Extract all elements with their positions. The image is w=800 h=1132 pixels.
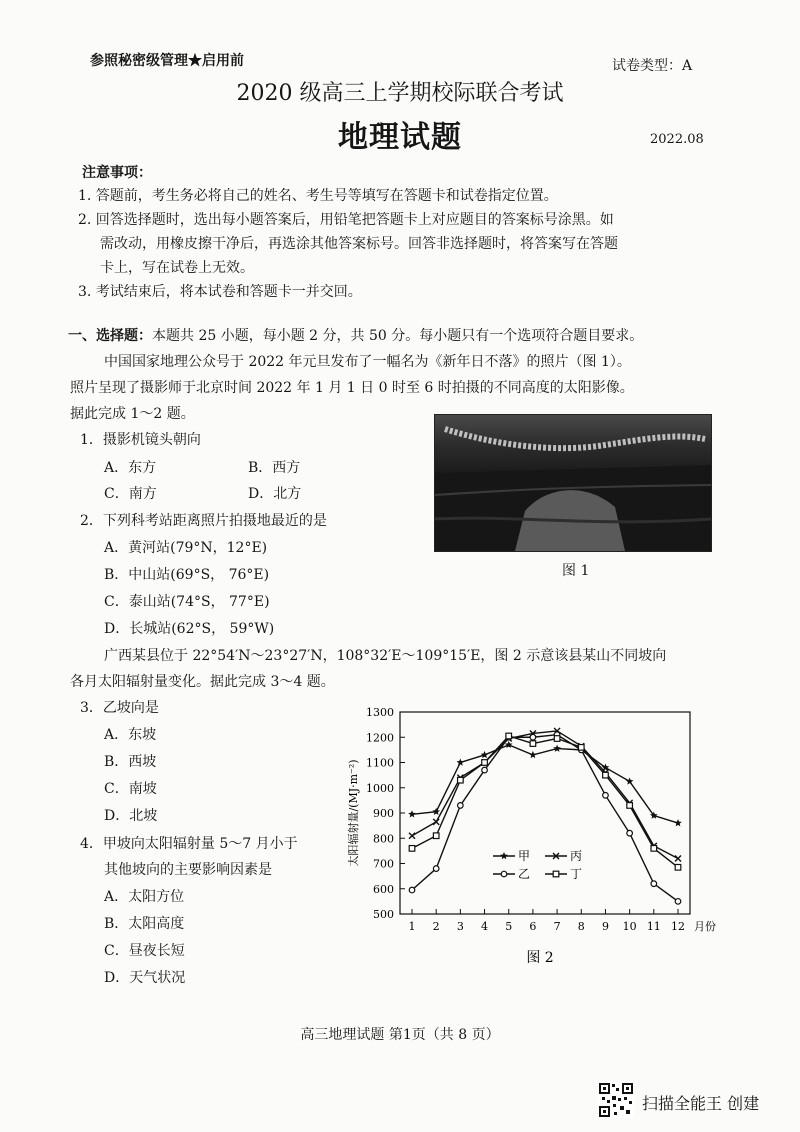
chart-point <box>578 745 584 751</box>
chart-y-tick-label: 500 <box>373 908 394 921</box>
q2-option-d: D．长城站(62°S， 59°W) <box>104 621 275 637</box>
intro2-line-1: 广西某县位于 22°54′N～23°27′N，108°32′E～109°15′E，图 2 示意该县某山不同坡向 <box>104 648 667 664</box>
chart-y-tick-label: 700 <box>373 857 394 871</box>
chart-title: 图 2 <box>526 950 554 966</box>
page-title: 地理试题 <box>338 120 462 155</box>
chart-point <box>674 819 682 826</box>
page-footer: 高三地理试题 第1页（共 8 页） <box>300 1027 500 1043</box>
chart-x-tick-label: 9 <box>601 920 609 933</box>
chart-series-2 <box>409 728 681 862</box>
chart-series-3 <box>409 732 681 904</box>
q1-option-b: B．西方 <box>248 460 301 476</box>
section-heading-label: 一、选择题： <box>68 328 152 344</box>
notice-line-4: 卡上，写在试卷上无效。 <box>100 260 254 276</box>
chart-point <box>433 866 439 872</box>
intro-line-2: 照片呈现了摄影师于北京时间 2022 年 1 月 1 日 0 时至 6 时拍摄的不同高度的太阳影像。 <box>70 380 634 396</box>
chart-legend-entry <box>545 867 582 881</box>
chart-series-4 <box>409 733 681 870</box>
chart-point <box>675 899 681 905</box>
chart-frame <box>400 712 690 914</box>
chart-x-tick-label: 3 <box>456 920 464 933</box>
section-heading <box>68 326 643 346</box>
chart-point <box>627 803 633 809</box>
chart-point <box>409 833 415 839</box>
chart-point <box>603 772 609 778</box>
chart-y-tick-label: 1000 <box>366 781 394 795</box>
chart-point <box>457 759 465 766</box>
chart-point <box>675 864 681 870</box>
notice-line-3: 需改动，用橡皮擦干净后，再选涂其他答案标号。回答非选择题时，将答案写在答题 <box>100 236 618 252</box>
chart-legend-label: 丁 <box>570 867 583 881</box>
q3-stem: 3．乙坡向是 <box>80 700 159 716</box>
q1-option-c: C．南方 <box>104 486 157 502</box>
chart-point <box>651 881 657 887</box>
chart-point <box>433 819 439 825</box>
chart-x-tick-label: 8 <box>577 920 585 933</box>
chart-x-tick-label: 1 <box>408 920 416 933</box>
chart-x-tick-label: 2 <box>432 920 440 933</box>
qr-code-icon <box>598 1082 634 1118</box>
midnight-sun-photo-illustration <box>435 415 711 551</box>
chart-point <box>409 846 415 852</box>
intro-line-1: 中国国家地理公众号于 2022 年元旦发布了一幅名为《新年日不落》的照片（图 1）。 <box>104 354 631 370</box>
chart-legend-label: 甲 <box>518 849 531 863</box>
exam-subtitle: 2020 级高三上学期校际联合考试 <box>236 81 564 106</box>
q3-option-a: A．东坡 <box>104 727 157 743</box>
chart-legend-entry <box>493 849 530 863</box>
chart-point <box>626 777 634 784</box>
chart-point <box>506 733 512 739</box>
chart-x-tick-label: 10 <box>622 920 637 933</box>
chart-point <box>675 855 681 861</box>
chart-y-tick-label: 1100 <box>366 756 394 770</box>
q3-option-d: D．北坡 <box>104 808 158 824</box>
figure-2-chart <box>335 698 725 970</box>
q1-stem: 1．摄影机镜头朝向 <box>80 432 201 448</box>
chart-point <box>651 846 657 852</box>
q2-option-c: C．泰山站(74°S， 77°E) <box>104 594 270 610</box>
section-desc: 本题共 25 小题，每小题 2 分，共 50 分。每小题只有一个选项符合题目要求。 <box>152 328 644 344</box>
chart-point <box>530 741 536 747</box>
exam-date: 2022.08 <box>650 132 704 147</box>
chart-legend-marker <box>553 871 559 877</box>
q2-stem: 2．下列科考站距离照片拍摄地最近的是 <box>80 513 327 529</box>
intro-line-3: 据此完成 1～2 题。 <box>70 406 195 422</box>
chart-y-tick-label: 1200 <box>366 731 394 745</box>
chart-x-axis-label: 月份 <box>694 920 716 933</box>
notice-line-5: 3. 考试结束后，将本试卷和答题卡一并交回。 <box>78 284 362 300</box>
chart-legend-marker <box>500 852 508 859</box>
chart-point <box>481 751 489 758</box>
chart-series-line <box>412 736 678 867</box>
chart-series-line <box>412 745 678 823</box>
chart-legend-label: 丙 <box>570 849 583 863</box>
q4-option-c: C．昼夜长短 <box>104 943 185 959</box>
chart-point <box>433 833 439 839</box>
chart-legend-label: 乙 <box>518 867 531 881</box>
secret-level-label: 参照秘密级管理★启用前 <box>90 53 244 69</box>
q4-option-a: A．太阳方位 <box>104 889 185 905</box>
chart-point <box>458 803 464 809</box>
scanner-watermark: 扫描全能王 创建 <box>642 1094 760 1113</box>
q4-stem-1: 4．甲坡向太阳辐射量 5～7 月小于 <box>80 836 298 852</box>
chart-legend-entry <box>545 849 582 863</box>
figure-1-caption: 图 1 <box>562 563 590 579</box>
paper-type-label: 试卷类型：A <box>612 58 693 74</box>
chart-point <box>627 830 633 836</box>
chart-point <box>409 887 415 893</box>
chart-y-tick-label: 600 <box>373 882 394 896</box>
chart-x-tick-label: 12 <box>671 920 685 933</box>
chart-series-1 <box>408 741 682 827</box>
chart-point <box>408 810 416 817</box>
chart-point <box>432 808 440 815</box>
chart-y-tick-label: 1300 <box>366 706 394 719</box>
q1-option-d: D．北方 <box>248 486 302 502</box>
chart-y-tick-label: 900 <box>373 807 394 820</box>
notice-line-1: 1. 答题前，考生务必将自己的姓名、考生号等填写在答题卡和试卷指定位置。 <box>78 188 558 204</box>
chart-point <box>482 760 488 766</box>
chart-point <box>458 777 464 783</box>
chart-y-tick-label: 800 <box>373 832 394 846</box>
q4-stem-2: 其他坡向的主要影响因素是 <box>104 862 272 878</box>
chart-x-tick-label: 7 <box>553 920 561 933</box>
chart-legend-marker <box>501 871 507 877</box>
q2-option-a: A．黄河站(79°N，12°E) <box>104 540 268 556</box>
q4-option-d: D．天气状况 <box>104 970 186 986</box>
chart-point <box>603 793 609 799</box>
q4-option-b: B．太阳高度 <box>104 916 185 932</box>
chart-point <box>482 767 488 773</box>
chart-point <box>554 736 560 742</box>
notice-heading: 注意事项： <box>82 165 152 181</box>
chart-y-axis-label: 太阳辐射量/(MJ·m⁻²) <box>347 759 360 867</box>
chart-x-tick-label: 4 <box>481 920 489 933</box>
chart-x-tick-label: 6 <box>529 920 537 933</box>
intro2-line-2: 各月太阳辐射量变化。据此完成 3～4 题。 <box>70 674 335 690</box>
chart-point <box>553 745 561 752</box>
chart-x-tick-label: 11 <box>646 920 661 933</box>
chart-point <box>530 734 536 740</box>
q1-option-a: A．东方 <box>104 460 157 476</box>
chart-legend-entry <box>493 867 530 881</box>
q2-option-b: B．中山站(69°S， 76°E) <box>104 567 270 583</box>
chart-series-line <box>412 731 678 859</box>
notice-line-2: 2. 回答选择题时，选出每小题答案后，用铅笔把答题卡上对应题目的答案标号涂黑。如 <box>78 212 614 228</box>
chart-x-tick-label: 5 <box>505 920 513 933</box>
chart-point <box>529 751 537 758</box>
figure-1-photo <box>434 414 712 552</box>
q3-option-c: C．南坡 <box>104 781 157 797</box>
q3-option-b: B．西坡 <box>104 754 157 770</box>
